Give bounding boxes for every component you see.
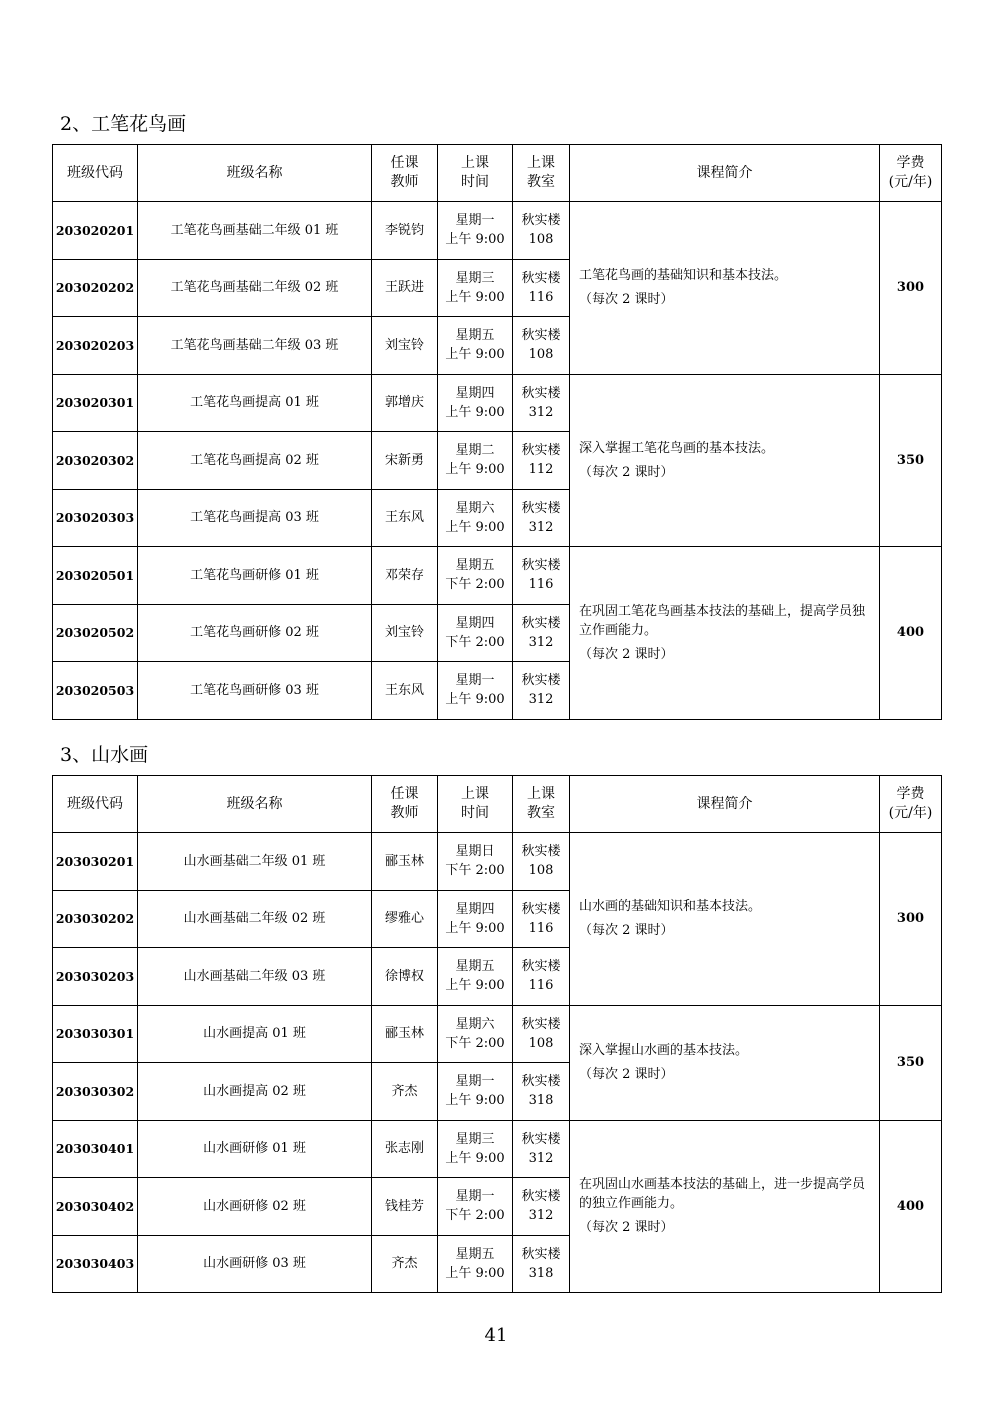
classroom-building: 秋实楼 bbox=[521, 844, 561, 860]
class-day: 星期五 bbox=[455, 1246, 495, 1262]
class-code: 203020502 bbox=[53, 604, 138, 662]
header-fee-line: 学费 bbox=[896, 786, 925, 802]
class-hour: 上午 9:00 bbox=[445, 347, 505, 363]
class-hour: 上午 9:00 bbox=[445, 1093, 505, 1109]
description-note: （每次 2 课时） bbox=[579, 464, 674, 480]
description-text: 在巩固工笔花鸟画基本技法的基础上，提高学员独立作画能力。 bbox=[579, 603, 866, 638]
class-code: 203030301 bbox=[53, 1005, 138, 1063]
header-room-line: 上课 bbox=[527, 155, 555, 171]
classroom bbox=[513, 317, 570, 375]
teacher-name: 王东风 bbox=[372, 489, 438, 547]
classroom-building: 秋实楼 bbox=[521, 615, 561, 631]
classroom-building: 秋实楼 bbox=[521, 270, 561, 286]
class-name: 山水画研修 02 班 bbox=[138, 1178, 372, 1236]
classroom bbox=[513, 890, 570, 948]
header-room-line: 教室 bbox=[527, 174, 555, 190]
course-description bbox=[570, 547, 880, 720]
class-hour: 上午 9:00 bbox=[445, 978, 505, 994]
class-time bbox=[438, 604, 513, 662]
tuition-fee: 300 bbox=[880, 202, 942, 375]
description-note: （每次 2 课时） bbox=[579, 646, 674, 662]
description-text: 工笔花鸟画的基础知识和基本技法。 bbox=[579, 268, 788, 284]
class-code: 203030201 bbox=[53, 833, 138, 891]
class-day: 星期一 bbox=[455, 1189, 495, 1205]
class-hour: 上午 9:00 bbox=[445, 920, 505, 936]
classroom bbox=[513, 1063, 570, 1121]
class-code: 203030402 bbox=[53, 1178, 138, 1236]
class-day: 星期六 bbox=[455, 500, 495, 516]
table-row bbox=[53, 1005, 942, 1063]
class-time bbox=[438, 259, 513, 317]
header-time-line: 时间 bbox=[461, 805, 489, 821]
course-description bbox=[570, 202, 880, 375]
class-hour: 下午 2:00 bbox=[445, 1208, 505, 1224]
class-code: 203020303 bbox=[53, 489, 138, 547]
header-code: 班级代码 bbox=[53, 145, 138, 202]
teacher-name: 郭增庆 bbox=[372, 374, 438, 432]
class-day: 星期五 bbox=[455, 959, 495, 975]
class-hour: 下午 2:00 bbox=[445, 1035, 505, 1051]
description-note: （每次 2 课时） bbox=[579, 923, 674, 939]
class-code: 203020501 bbox=[53, 547, 138, 605]
classroom-building: 秋实楼 bbox=[521, 673, 561, 689]
classroom-building: 秋实楼 bbox=[521, 1016, 561, 1032]
teacher-name: 郦玉林 bbox=[372, 1005, 438, 1063]
course-description bbox=[570, 1120, 880, 1293]
classroom bbox=[513, 948, 570, 1006]
class-day: 星期三 bbox=[455, 270, 495, 286]
classroom-number: 318 bbox=[528, 1265, 554, 1281]
tuition-fee: 350 bbox=[880, 374, 942, 547]
class-hour: 上午 9:00 bbox=[445, 1265, 505, 1281]
section-title: 3、山水画 bbox=[60, 744, 149, 766]
class-code: 203030403 bbox=[53, 1235, 138, 1293]
course-description bbox=[570, 1005, 880, 1120]
class-code: 203020503 bbox=[53, 662, 138, 720]
header-fee bbox=[880, 776, 942, 833]
class-name: 工笔花鸟画提高 01 班 bbox=[138, 374, 372, 432]
class-name: 山水画研修 03 班 bbox=[138, 1235, 372, 1293]
classroom-building: 秋实楼 bbox=[521, 500, 561, 516]
header-teacher bbox=[372, 145, 438, 202]
classroom-number: 108 bbox=[528, 863, 554, 879]
class-hour: 上午 9:00 bbox=[445, 1150, 505, 1166]
header-room bbox=[513, 776, 570, 833]
classroom bbox=[513, 374, 570, 432]
class-hour: 上午 9:00 bbox=[445, 462, 505, 478]
class-time bbox=[438, 1120, 513, 1178]
classroom-number: 108 bbox=[528, 1035, 554, 1051]
class-name: 工笔花鸟画基础二年级 01 班 bbox=[138, 202, 372, 260]
header-room-line: 教室 bbox=[527, 805, 555, 821]
classroom-number: 112 bbox=[528, 462, 554, 478]
class-time bbox=[438, 1063, 513, 1121]
description-text: 深入掌握山水画的基本技法。 bbox=[579, 1043, 749, 1058]
teacher-name: 刘宝铃 bbox=[372, 317, 438, 375]
header-row bbox=[53, 145, 942, 202]
header-room bbox=[513, 145, 570, 202]
teacher-name: 刘宝铃 bbox=[372, 604, 438, 662]
class-time bbox=[438, 833, 513, 891]
table-row bbox=[53, 547, 942, 605]
classroom-building: 秋实楼 bbox=[521, 558, 561, 574]
classroom bbox=[513, 432, 570, 490]
classroom bbox=[513, 604, 570, 662]
table-row bbox=[53, 833, 942, 891]
class-hour: 上午 9:00 bbox=[445, 692, 505, 708]
class-day: 星期五 bbox=[455, 558, 495, 574]
class-time bbox=[438, 374, 513, 432]
class-code: 203030401 bbox=[53, 1120, 138, 1178]
header-intro: 课程简介 bbox=[570, 776, 880, 833]
class-day: 星期五 bbox=[455, 328, 495, 344]
table-row bbox=[53, 1120, 942, 1178]
teacher-name: 王跃进 bbox=[372, 259, 438, 317]
description-note: （每次 2 课时） bbox=[579, 1220, 674, 1236]
classroom-building: 秋实楼 bbox=[521, 1074, 561, 1090]
class-name: 山水画基础二年级 01 班 bbox=[138, 833, 372, 891]
teacher-name: 李锐钧 bbox=[372, 202, 438, 260]
classroom-building: 秋实楼 bbox=[521, 1246, 561, 1262]
class-hour: 下午 2:00 bbox=[445, 634, 505, 650]
class-time bbox=[438, 432, 513, 490]
class-time bbox=[438, 489, 513, 547]
tuition-fee: 300 bbox=[880, 833, 942, 1006]
class-time bbox=[438, 1005, 513, 1063]
classroom-number: 318 bbox=[528, 1093, 554, 1109]
header-intro: 课程简介 bbox=[570, 145, 880, 202]
class-code: 203030203 bbox=[53, 948, 138, 1006]
header-name: 班级名称 bbox=[138, 145, 372, 202]
class-code: 203030302 bbox=[53, 1063, 138, 1121]
class-time bbox=[438, 1178, 513, 1236]
header-fee-line: (元/年) bbox=[888, 805, 933, 821]
teacher-name: 齐杰 bbox=[372, 1235, 438, 1293]
class-hour: 上午 9:00 bbox=[445, 519, 505, 535]
header-row bbox=[53, 776, 942, 833]
class-name: 工笔花鸟画提高 03 班 bbox=[138, 489, 372, 547]
teacher-name: 郦玉林 bbox=[372, 833, 438, 891]
class-day: 星期二 bbox=[455, 443, 495, 459]
classroom-building: 秋实楼 bbox=[521, 443, 561, 459]
page-number: 41 bbox=[484, 1325, 508, 1346]
classroom-number: 116 bbox=[528, 920, 554, 936]
class-day: 星期一 bbox=[455, 673, 495, 689]
class-day: 星期三 bbox=[455, 1131, 495, 1147]
classroom bbox=[513, 489, 570, 547]
classroom-number: 116 bbox=[528, 978, 554, 994]
class-hour: 上午 9:00 bbox=[445, 232, 505, 248]
teacher-name: 缪雅心 bbox=[372, 890, 438, 948]
teacher-name: 齐杰 bbox=[372, 1063, 438, 1121]
course-description bbox=[570, 833, 880, 1006]
classroom-building: 秋实楼 bbox=[521, 959, 561, 975]
classroom-number: 312 bbox=[528, 519, 554, 535]
class-hour: 下午 2:00 bbox=[445, 863, 505, 879]
classroom bbox=[513, 662, 570, 720]
classroom bbox=[513, 1120, 570, 1178]
course-description bbox=[570, 374, 880, 547]
classroom bbox=[513, 833, 570, 891]
course-table bbox=[52, 775, 942, 1293]
class-name: 工笔花鸟画提高 02 班 bbox=[138, 432, 372, 490]
class-day: 星期四 bbox=[455, 385, 495, 401]
classroom-building: 秋实楼 bbox=[521, 213, 561, 229]
header-time bbox=[438, 776, 513, 833]
description-note: （每次 2 课时） bbox=[579, 292, 674, 308]
header-teacher-line: 任课 bbox=[390, 786, 419, 802]
classroom-building: 秋实楼 bbox=[521, 1189, 561, 1205]
class-time bbox=[438, 202, 513, 260]
course-table bbox=[52, 144, 942, 720]
teacher-name: 钱桂芳 bbox=[372, 1178, 438, 1236]
class-name: 山水画基础二年级 02 班 bbox=[138, 890, 372, 948]
class-name: 工笔花鸟画研修 02 班 bbox=[138, 604, 372, 662]
class-name: 工笔花鸟画基础二年级 02 班 bbox=[138, 259, 372, 317]
class-time bbox=[438, 547, 513, 605]
classroom-number: 108 bbox=[528, 232, 554, 248]
class-day: 星期四 bbox=[455, 901, 495, 917]
classroom-building: 秋实楼 bbox=[521, 328, 561, 344]
classroom-number: 312 bbox=[528, 1208, 554, 1224]
table-row bbox=[53, 374, 942, 432]
header-teacher-line: 教师 bbox=[390, 174, 419, 190]
classroom-number: 116 bbox=[528, 289, 554, 305]
header-code: 班级代码 bbox=[53, 776, 138, 833]
table-row bbox=[53, 202, 942, 260]
header-time-line: 上课 bbox=[461, 155, 489, 171]
class-name: 工笔花鸟画研修 01 班 bbox=[138, 547, 372, 605]
classroom-building: 秋实楼 bbox=[521, 1131, 561, 1147]
classroom-building: 秋实楼 bbox=[521, 385, 561, 401]
header-time-line: 时间 bbox=[461, 174, 489, 190]
classroom-number: 312 bbox=[528, 404, 554, 420]
class-code: 203020203 bbox=[53, 317, 138, 375]
classroom bbox=[513, 1005, 570, 1063]
class-day: 星期一 bbox=[455, 213, 495, 229]
header-name: 班级名称 bbox=[138, 776, 372, 833]
header-time bbox=[438, 145, 513, 202]
class-code: 203020202 bbox=[53, 259, 138, 317]
classroom-number: 312 bbox=[528, 692, 554, 708]
header-time-line: 上课 bbox=[461, 786, 489, 802]
description-text: 在巩固山水画基本技法的基础上，进一步提高学员的独立作画能力。 bbox=[579, 1177, 866, 1212]
classroom-number: 116 bbox=[528, 577, 554, 593]
class-name: 山水画提高 02 班 bbox=[138, 1063, 372, 1121]
header-fee-line: 学费 bbox=[896, 155, 925, 171]
class-code: 203020301 bbox=[53, 374, 138, 432]
classroom-number: 108 bbox=[528, 347, 554, 363]
classroom-number: 312 bbox=[528, 1150, 554, 1166]
class-day: 星期六 bbox=[455, 1016, 495, 1032]
class-hour: 上午 9:00 bbox=[445, 289, 505, 305]
class-day: 星期一 bbox=[455, 1074, 495, 1090]
class-hour: 上午 9:00 bbox=[445, 404, 505, 420]
class-code: 203030202 bbox=[53, 890, 138, 948]
header-teacher bbox=[372, 776, 438, 833]
classroom bbox=[513, 259, 570, 317]
class-time bbox=[438, 948, 513, 1006]
header-teacher-line: 教师 bbox=[390, 805, 419, 821]
header-room-line: 上课 bbox=[527, 786, 555, 802]
class-hour: 下午 2:00 bbox=[445, 577, 505, 593]
teacher-name: 宋新勇 bbox=[372, 432, 438, 490]
class-code: 203020201 bbox=[53, 202, 138, 260]
tuition-fee: 400 bbox=[880, 1120, 942, 1293]
description-text: 山水画的基础知识和基本技法。 bbox=[579, 899, 762, 915]
teacher-name: 邓荣存 bbox=[372, 547, 438, 605]
tuition-fee: 350 bbox=[880, 1005, 942, 1120]
teacher-name: 徐博权 bbox=[372, 948, 438, 1006]
classroom bbox=[513, 547, 570, 605]
class-time bbox=[438, 1235, 513, 1293]
class-day: 星期日 bbox=[455, 844, 495, 860]
header-fee bbox=[880, 145, 942, 202]
class-name: 山水画基础二年级 03 班 bbox=[138, 948, 372, 1006]
description-text: 深入掌握工笔花鸟画的基本技法。 bbox=[579, 440, 775, 456]
teacher-name: 张志刚 bbox=[372, 1120, 438, 1178]
class-name: 山水画提高 01 班 bbox=[138, 1005, 372, 1063]
classroom bbox=[513, 1235, 570, 1293]
class-name: 工笔花鸟画基础二年级 03 班 bbox=[138, 317, 372, 375]
class-name: 工笔花鸟画研修 03 班 bbox=[138, 662, 372, 720]
classroom bbox=[513, 1178, 570, 1236]
description-note: （每次 2 课时） bbox=[579, 1067, 674, 1082]
class-name: 山水画研修 01 班 bbox=[138, 1120, 372, 1178]
class-day: 星期四 bbox=[455, 615, 495, 631]
classroom bbox=[513, 202, 570, 260]
classroom-number: 312 bbox=[528, 634, 554, 650]
header-teacher-line: 任课 bbox=[390, 155, 419, 171]
header-fee-line: (元/年) bbox=[888, 174, 933, 190]
class-code: 203020302 bbox=[53, 432, 138, 490]
class-time bbox=[438, 662, 513, 720]
class-time bbox=[438, 890, 513, 948]
class-time bbox=[438, 317, 513, 375]
tuition-fee: 400 bbox=[880, 547, 942, 720]
section-title: 2、工笔花鸟画 bbox=[60, 113, 187, 135]
classroom-building: 秋实楼 bbox=[521, 901, 561, 917]
teacher-name: 王东风 bbox=[372, 662, 438, 720]
